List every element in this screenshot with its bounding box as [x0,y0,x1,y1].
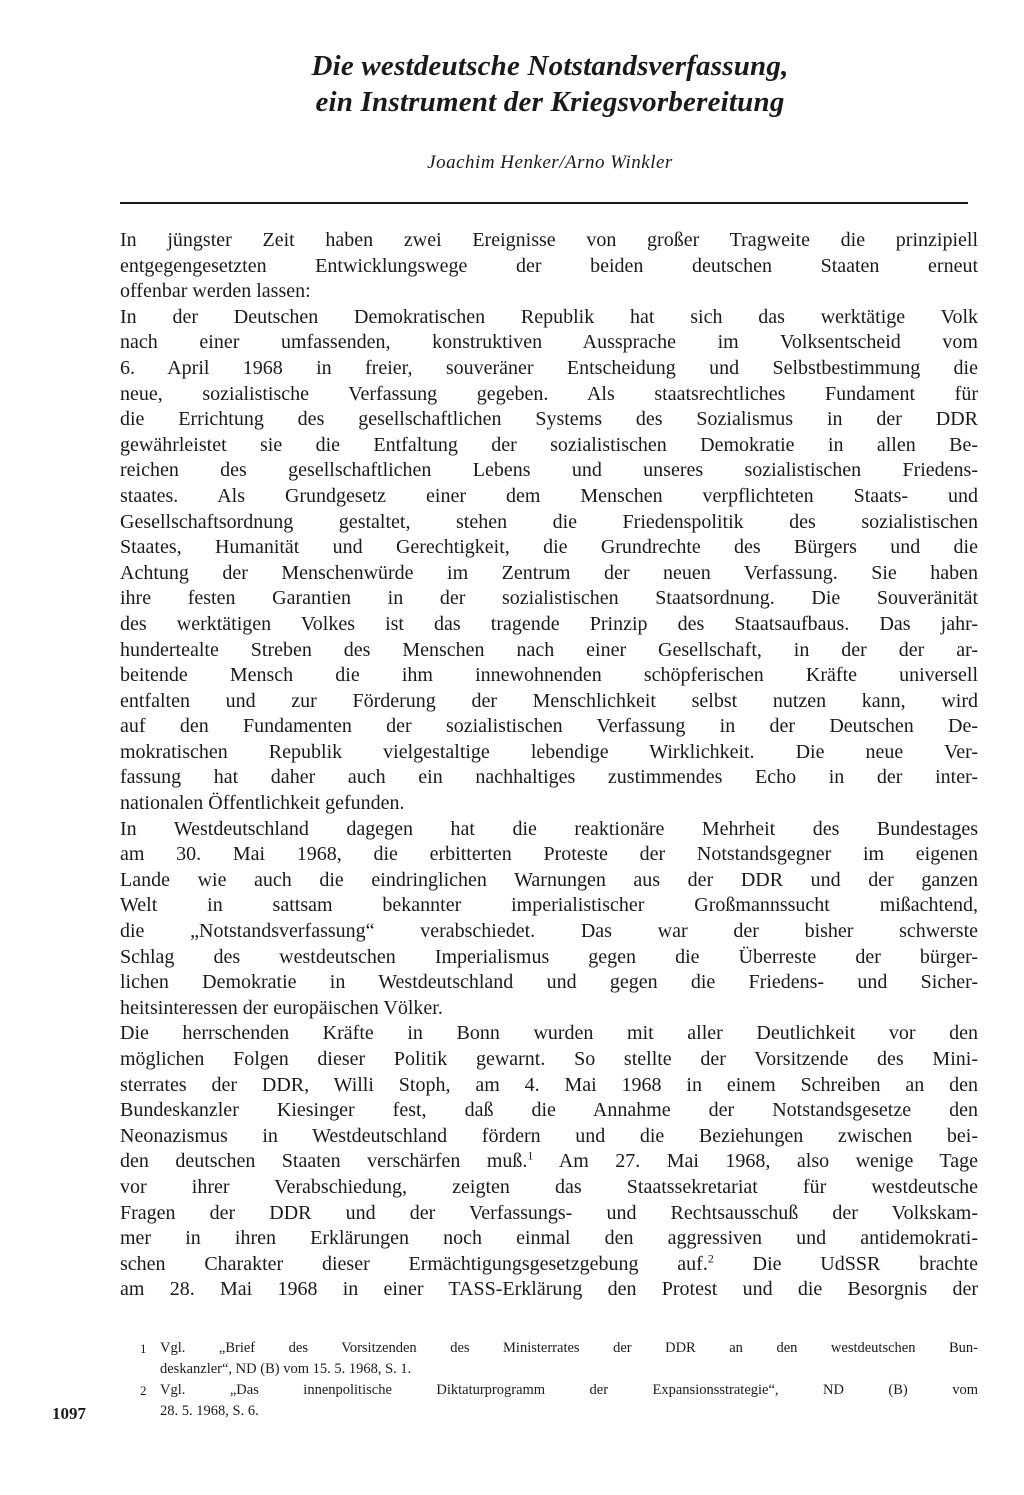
body-line: beitende Mensch die ihm innewohnenden schöpferischen Kräfte universell [120,664,978,687]
body-line: Neonazismus in Westdeutschland fördern und die Beziehungen zwischen bei- [120,1124,978,1147]
body-line: Gesellschaftsordnung gestaltet, stehen die Friedenspolitik des sozialistischen [120,510,978,533]
body-line: sterrates der DDR, Willi Stoph, am 4. Mai 1968 in einem Schreiben an den [120,1073,978,1096]
footnote-number: 1 [140,1341,147,1356]
body-line: nach einer umfassenden, konstruktiven Aussprache im Volksentscheid vom [120,331,978,354]
body-line: offenbar werden lassen: [120,280,311,303]
footnote-text: Vgl. „Brief des Vorsitzenden des Ministerrates der DDR an den westdeutschen Bun- [160,1340,978,1356]
body-line: vor ihrer Verabschiedung, zeigten das Staatssekretariat für westdeutsche [120,1175,978,1198]
body-line: Fragen der DDR und der Verfassungs- und Rechtsausschuß der Volkskam- [120,1201,978,1224]
body-text: schen Charakter dieser Ermächtigungsgesetzgebung auf. [120,1252,708,1275]
article-body [120,228,978,1303]
body-line: ihre festen Garantien in der sozialistischen Staatsordnung. Die Souveränität [120,587,978,610]
footnote-text: 28. 5. 1968, S. 6. [160,1403,259,1419]
body-line: neue, sozialistische Verfassung gegeben. Als staatsrechtliches Fundament für [120,382,978,405]
body-line: auf den Fundamenten der sozialistischen Verfassung in der Deutschen De- [120,715,978,738]
body-line: lichen Demokratie in Westdeutschland und gegen die Friedens- und Sicher- [120,971,978,994]
body-line [120,1252,978,1278]
body-text: Am 27. Mai 1968, also wenige Tage [533,1150,978,1173]
body-line: staates. Als Grundgesetz einer dem Menschen verpflichteten Staats- und [120,484,978,507]
body-line: heitsinteressen der europäischen Völker. [120,996,443,1019]
footnote-ref[interactable]: 2 [707,1251,714,1266]
footnote-text: Vgl. „Das innenpolitische Diktaturprogramm der Expansionsstrategie“, ND (B) vom [160,1382,978,1398]
body-line: die „Notstandsverfassung“ verabschiedet. Das war der bisher schwerste [120,920,978,943]
page-number: 1097 [52,1404,86,1423]
body-line: am 28. Mai 1968 in einer TASS-Erklärung den Protest und die Besorgnis der [120,1278,978,1301]
footnote-1 [120,1338,978,1380]
body-line: Welt in sattsam bekannter imperialistischer Großmannssucht mißachtend, [120,894,978,917]
body-line: Schlag des westdeutschen Imperialismus gegen die Überreste der bürger- [120,945,978,968]
body-line: Die herrschenden Kräfte in Bonn wurden mit aller Deutlichkeit vor den [120,1022,978,1045]
body-line: In Westdeutschland dagegen hat die reaktionäre Mehrheit des Bundestages [120,817,978,840]
body-line: möglichen Folgen dieser Politik gewarnt. So stellte der Vorsitzende des Mini- [120,1048,978,1070]
body-line: hundertealte Streben des Menschen nach einer Gesellschaft, in der der ar- [120,638,978,661]
body-line [120,1149,978,1175]
footnote-ref[interactable]: 1 [527,1148,534,1163]
body-line: In jüngster Zeit haben zwei Ereignisse von großer Tragweite die prinzipiell [120,229,978,251]
title-line-2: ein Instrument der Kriegsvorbereitung [315,86,785,118]
body-line: entfalten und zur Förderung der Menschlichkeit selbst nutzen kann, wird [120,689,978,712]
body-text: Die UdSSR brachte [713,1252,978,1275]
body-line: In der Deutschen Demokratischen Republik hat sich das werktätige Volk [120,305,978,328]
footnote-number: 2 [140,1383,147,1398]
title-line-1: Die westdeutsche Notstandsverfassung, [311,50,789,82]
footnote-2 [120,1380,978,1422]
body-line: mokratischen Republik vielgestaltige lebendige Wirklichkeit. Die neue Ver- [120,740,978,763]
body-line: mer in ihren Erklärungen noch einmal den aggressiven und antidemokrati- [120,1227,978,1250]
body-line: reichen des gesellschaftlichen Lebens und unseres sozialistischen Friedens- [120,459,978,482]
body-line: fassung hat daher auch ein nachhaltiges zustimmendes Echo in der inter- [120,766,978,789]
body-line: entgegengesetzten Entwicklungswege der beiden deutschen Staaten erneut [120,254,978,277]
body-line: die Errichtung des gesellschaftlichen Systems des Sozialismus in der DDR [120,408,978,431]
body-line: 6. April 1968 in freier, souveräner Entscheidung und Selbstbestimmung die [120,356,978,379]
body-line: Staates, Humanität und Gerechtigkeit, die Grundrechte des Bürgers und die [120,536,978,559]
body-line: nationalen Öffentlichkeit gefunden. [120,792,405,815]
footnote-text: deskanzler“, ND (B) vom 15. 5. 1968, S. 1. [160,1361,412,1377]
body-line: Achtung der Menschenwürde im Zentrum der neuen Verfassung. Sie haben [120,561,978,584]
body-line: Bundeskanzler Kiesinger fest, daß die Annahme der Notstandsgesetze den [120,1099,978,1122]
body-line: Lande wie auch die eindringlichen Warnungen aus der DDR und der ganzen [120,868,978,891]
article-title [150,48,950,120]
body-line: des werktätigen Volkes ist das tragende Prinzip des Staatsaufbaus. Das jahr- [120,612,978,635]
title-divider [120,202,968,204]
body-line: gewährleistet sie die Entfaltung der sozialistischen Demokratie in allen Be- [120,433,978,456]
body-text: den deutschen Staaten verschärfen muß. [120,1150,528,1173]
footnotes [120,1338,978,1422]
authors: Joachim Henker/Arno Winkler [427,152,673,173]
body-line: am 30. Mai 1968, die erbitterten Proteste der Notstandsgegner im eigenen [120,843,978,866]
